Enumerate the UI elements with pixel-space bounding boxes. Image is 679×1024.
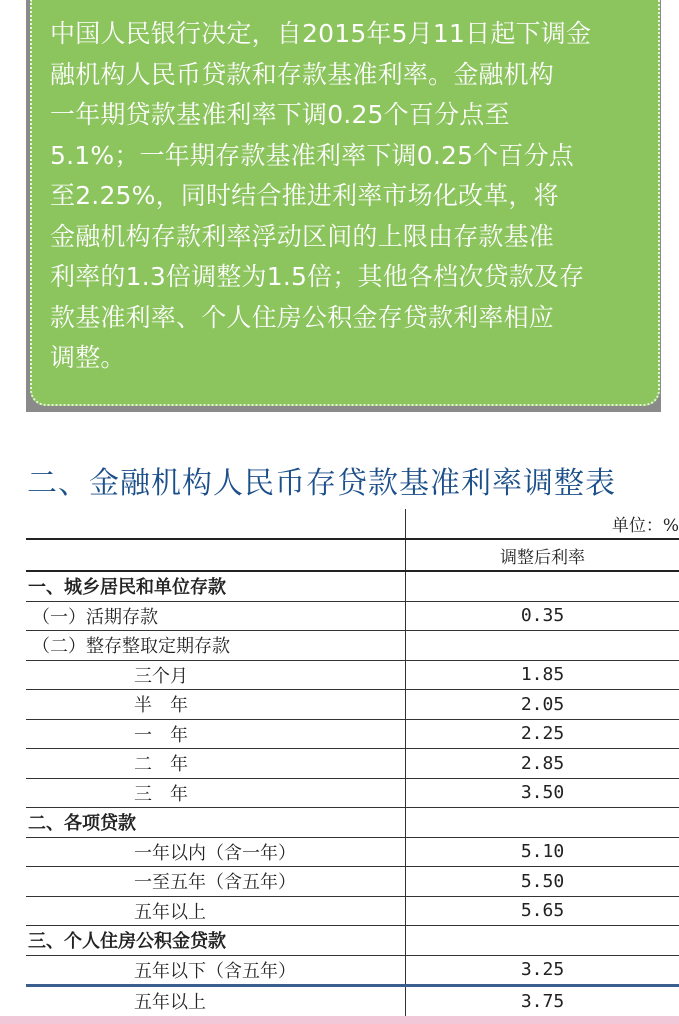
row-value: 3.75 <box>406 986 679 1017</box>
row-value: 3.50 <box>406 778 679 808</box>
row-label: 三个月 <box>26 660 406 690</box>
row-label: 二、各项贷款 <box>26 808 406 838</box>
row-value <box>406 808 679 838</box>
row-value <box>406 631 679 661</box>
header-row <box>26 539 679 571</box>
row-label: 二 年 <box>26 749 406 779</box>
row-value: 2.25 <box>406 719 679 749</box>
notice-line: 中国人民银行决定，自2015年5月11日起下调金 <box>50 19 592 48</box>
table-row <box>26 867 679 897</box>
row-label: 半 年 <box>26 690 406 720</box>
row-value: 5.10 <box>406 837 679 867</box>
table-row <box>26 690 679 720</box>
row-label: （一）活期存款 <box>26 601 406 631</box>
unit-row <box>26 509 679 539</box>
header-item-blank <box>26 539 406 571</box>
table-row <box>26 926 679 956</box>
row-value <box>406 571 679 601</box>
table-row <box>26 749 679 779</box>
rate-table <box>26 509 679 1017</box>
table-row <box>26 660 679 690</box>
table-row <box>26 986 679 1017</box>
row-label: 三、个人住房公积金贷款 <box>26 926 406 956</box>
notice-line: 一年期贷款基准利率下调0.25个百分点至 <box>50 100 510 129</box>
row-value: 5.50 <box>406 867 679 897</box>
row-value: 3.25 <box>406 955 679 986</box>
table-row <box>26 778 679 808</box>
row-value <box>406 926 679 956</box>
table-row <box>26 571 679 601</box>
row-label: 五年以上 <box>26 896 406 926</box>
table-row <box>26 837 679 867</box>
notice-line: 款基准利率、个人住房公积金存贷款利率相应 <box>50 302 555 332</box>
unit-label: 单位：% <box>406 509 679 539</box>
notice-line: 5.1%；一年期存款基准利率下调0.25个百分点 <box>50 140 574 170</box>
table-row <box>26 601 679 631</box>
row-label: 一至五年（含五年） <box>26 867 406 897</box>
bottom-strip <box>0 1016 679 1024</box>
table-row <box>26 955 679 986</box>
row-value: 2.85 <box>406 749 679 779</box>
notice-line: 融机构人民币贷款和存款基准利率。金融机构 <box>50 59 555 89</box>
table-row <box>26 719 679 749</box>
row-label: 一年以内（含一年） <box>26 837 406 867</box>
row-value: 1.85 <box>406 660 679 690</box>
notice-line: 调整。 <box>50 343 126 372</box>
notice-line: 利率的1.3倍调整为1.5倍；其他各档次贷款及存 <box>50 262 585 291</box>
row-label: 三 年 <box>26 778 406 808</box>
notice-line: 至2.25%，同时结合推进利率市场化改革，将 <box>50 181 559 210</box>
row-label: 五年以下（含五年） <box>26 955 406 986</box>
row-value: 2.05 <box>406 690 679 720</box>
table-row <box>26 896 679 926</box>
notice-line: 金融机构存款利率浮动区间的上限由存款基准 <box>50 221 555 251</box>
table-row <box>26 808 679 838</box>
table-row <box>26 631 679 661</box>
row-label: 一 年 <box>26 719 406 749</box>
header-rate: 调整后利率 <box>406 539 679 571</box>
row-label: 五年以上 <box>26 986 406 1017</box>
row-label: 一、城乡居民和单位存款 <box>26 571 406 601</box>
row-value: 0.35 <box>406 601 679 631</box>
row-label: （二）整存整取定期存款 <box>26 631 406 661</box>
row-value: 5.65 <box>406 896 679 926</box>
notice-box <box>30 0 660 406</box>
unit-row-blank <box>26 509 406 539</box>
section-title: 二、金融机构人民币存贷款基准利率调整表 <box>27 466 616 501</box>
